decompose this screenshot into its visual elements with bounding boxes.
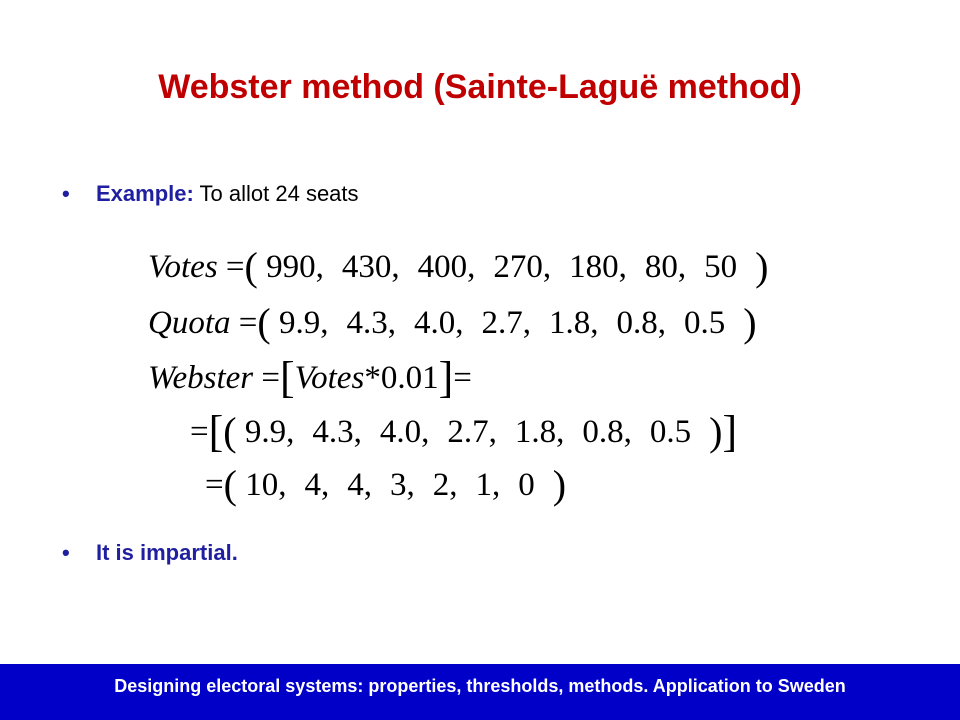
result-value: 4,	[304, 467, 330, 503]
result-value: 1,	[475, 467, 501, 503]
inner-value: 1.8,	[514, 414, 565, 450]
open-paren: (	[244, 244, 258, 289]
equation-webster	[148, 348, 472, 402]
quota-value: 9.9,	[278, 305, 329, 341]
inner-value: 9.9,	[244, 414, 295, 450]
times-sign: *	[364, 360, 381, 396]
open-bracket: [	[279, 353, 295, 402]
quota-value: 0.5	[683, 305, 726, 341]
equals-sign: =	[190, 414, 209, 450]
votes-value: 270,	[493, 249, 552, 285]
bullet-label: Example:	[96, 181, 194, 206]
bullet-text	[96, 181, 359, 207]
equals-sign: =	[205, 467, 224, 503]
votes-value: 430,	[341, 249, 400, 285]
close-bracket: ]	[722, 407, 738, 456]
webster-factor: 0.01	[380, 360, 439, 396]
votes-value: 80,	[644, 249, 687, 285]
inner-value: 0.8,	[582, 414, 632, 450]
inner-value: 2.7,	[447, 414, 497, 450]
bullet-label: It is impartial.	[96, 540, 238, 565]
inner-value: 0.5	[649, 414, 692, 450]
slide-title: Webster method (Sainte-Laguë method)	[158, 68, 802, 106]
webster-expr: Votes	[294, 360, 365, 396]
votes-value: 400,	[417, 249, 476, 285]
quota-value: 1.8,	[548, 305, 599, 341]
quota-value: 0.8,	[616, 305, 666, 341]
webster-lhs: Webster	[148, 360, 254, 396]
quota-value: 4.0,	[413, 305, 464, 341]
equation-inner	[190, 402, 738, 456]
quota-value: 2.7,	[481, 305, 531, 341]
open-paren: (	[223, 409, 237, 454]
equals-sign: =	[261, 360, 280, 396]
quota-lhs: Quota	[148, 305, 231, 341]
equals-sign: =	[453, 360, 472, 396]
close-paren: )	[709, 409, 723, 454]
quota-value: 4.3,	[346, 305, 396, 341]
votes-lhs: Votes	[148, 249, 218, 285]
open-paren: (	[223, 462, 237, 507]
bullet-marker: •	[62, 181, 70, 206]
equation-quota	[148, 296, 757, 343]
bullet-body: To allot 24 seats	[193, 181, 359, 206]
close-paren: )	[755, 244, 769, 289]
equation-result	[205, 458, 566, 505]
open-paren: (	[257, 300, 271, 345]
votes-value: 50	[704, 249, 738, 285]
result-value: 4,	[347, 467, 372, 503]
footer-banner: Designing electoral systems: properties, thresholds, methods. Application to Sweden	[0, 664, 960, 720]
bullet-marker: •	[62, 540, 70, 565]
votes-value: 990,	[266, 249, 324, 285]
votes-value: 180,	[569, 249, 627, 285]
inner-value: 4.3,	[312, 414, 362, 450]
close-bracket: ]	[438, 353, 454, 402]
result-value: 10,	[245, 467, 287, 503]
close-paren: )	[743, 300, 757, 345]
close-paren: )	[552, 462, 567, 507]
open-bracket: [	[208, 407, 224, 456]
result-value: 2,	[432, 467, 458, 503]
result-value: 3,	[389, 467, 415, 503]
equals-sign: =	[225, 249, 245, 285]
equals-sign: =	[238, 305, 258, 341]
inner-value: 4.0,	[379, 414, 430, 450]
equation-votes	[148, 240, 768, 287]
result-value: 0	[518, 467, 535, 503]
bullet-text	[96, 540, 238, 566]
